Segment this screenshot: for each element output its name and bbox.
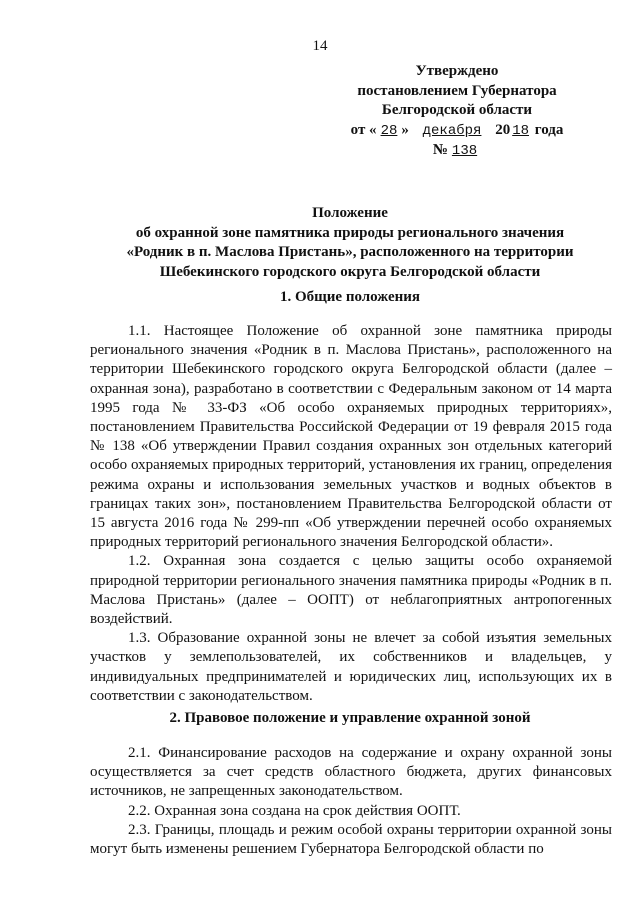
title-line-2: об охранной зоне памятника природы регионального значения <box>135 224 565 241</box>
approval-line-2: постановлением Губернатора <box>357 82 557 99</box>
paragraph-2-1: 2.1. Финансирование расходов на содержание и охрану охранной зоны осуществляется за счет средств областного бюджета, других финансовых источников, не запрещенных законодательством. <box>90 745 612 800</box>
date-day: 28 <box>380 122 398 139</box>
document-title <box>90 204 610 282</box>
title-line-1: Положение <box>312 205 388 221</box>
number-prefix: № <box>432 142 448 158</box>
date-month: декабря <box>422 122 482 139</box>
section-2-body <box>90 744 612 859</box>
paragraph-2-2: 2.2. Охранная зона создана на срок действия ООПТ. <box>128 802 461 819</box>
date-mid: » <box>401 121 409 138</box>
approval-number <box>312 141 602 162</box>
year-prefix: 20 <box>495 121 511 138</box>
page-number: 14 <box>312 38 328 54</box>
paragraph-1-2: 1.2. Охранная зона создается с целью защиты особо охраняемой природной территории регионального значения памятника природы «Родник в п. Маслова Пристань» (далее – ООПТ) от неблагоприятных антропогенных воздействий. <box>90 553 612 628</box>
approval-line-3: Белгородской области <box>381 102 533 118</box>
section-1-body <box>90 322 612 706</box>
approval-stamp <box>312 62 602 162</box>
date-prefix: от « <box>350 121 377 138</box>
approval-line-1: Утверждено <box>415 63 499 79</box>
section-1-heading: 1. Общие положения <box>279 289 421 305</box>
paragraph-1-3: 1.3. Образование охранной зоны не влечет за собой изъятия земельных участков у землепользователей, их собственников и владельцев, у индивидуальных предпринимателей и юридических лиц, использующих их в соответствии с законодательством. <box>90 630 612 704</box>
approval-date <box>312 121 602 142</box>
number-value: 138 <box>451 143 478 159</box>
year-suffix: 18 <box>512 122 529 139</box>
paragraph-2-3: 2.3. Границы, площадь и режим особой охраны территории охранной зоны могут быть изменены решением Губернатора Белгородской области по <box>90 821 612 858</box>
year-word: года <box>534 121 564 138</box>
title-line-3: «Родник в п. Маслова Пристань», расположенного на территории <box>126 244 574 260</box>
paragraph-1-1: 1.1. Настоящее Положение об охранной зоне памятника природы регионального значения «Родник в п. Маслова Пристань», расположенного на территории Шебекинского городского округа Белгородской области (далее – охранная зона), разработано в соответствии с Федеральным законом от 14 марта 1995 года № 33-ФЗ «Об особо охраняемых природных территориях», постановлением Правительства Российской Федерации от 19 февраля 2015 года № 138 «Об утверждении Правил создания охранных зон отдельных категорий особо охраняемых природных территорий, установления их границ, определения режима охраны и использования земельных участков и водных объектов в границах таких зон», постановлением Правительства Белгородской области от 15 августа 2016 года № 299-пп «Об утверждении перечней особо охраняемых природных территорий регионального значения Белгородской области». <box>90 323 612 551</box>
title-line-4: Шебекинского городского округа Белгородской области <box>159 263 541 280</box>
section-2-heading: 2. Правовое положение и управление охранной зоной <box>169 710 531 726</box>
